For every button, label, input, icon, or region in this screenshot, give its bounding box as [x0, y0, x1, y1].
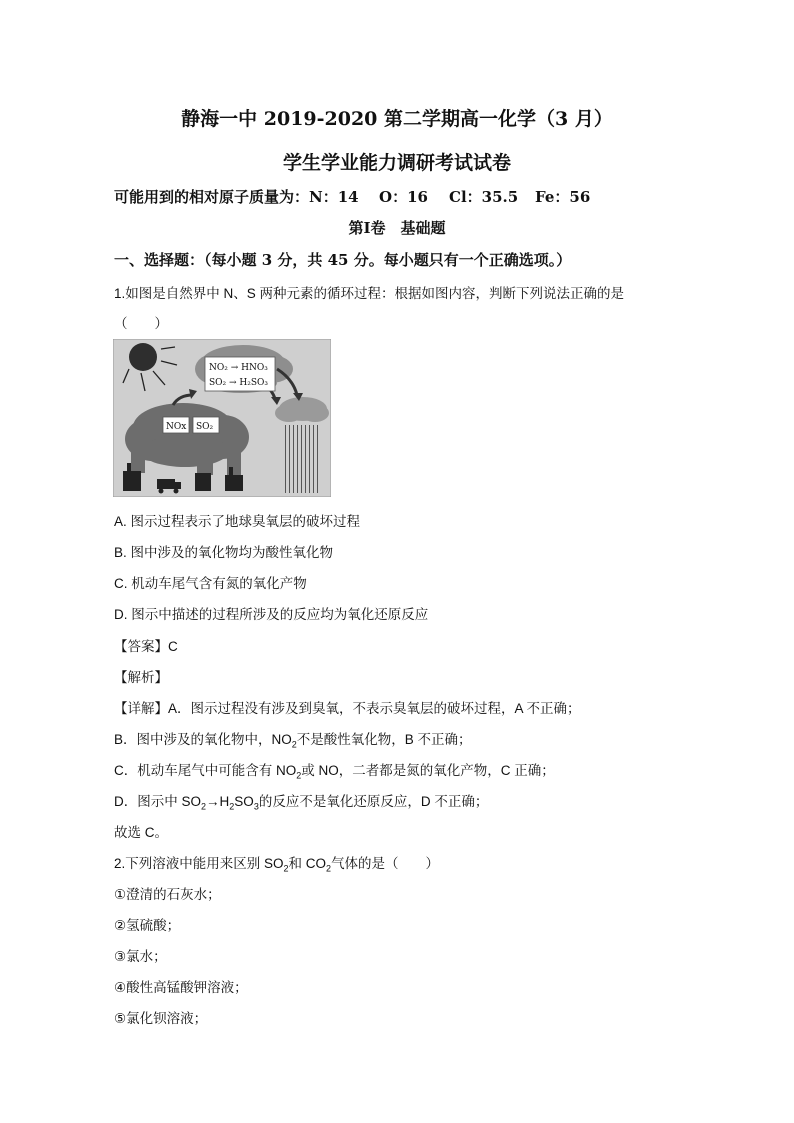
atomic-masses-label: 可能用到的相对原子质量为：	[114, 188, 310, 206]
q2-stem-part2: 和 CO	[288, 856, 327, 871]
exam-subtitle: 学生学业能力调研考试试卷	[282, 152, 511, 174]
q1-conclusion: 故选 C。	[114, 825, 168, 840]
detail-d-part3: SO	[234, 794, 254, 809]
building-icon	[195, 473, 211, 491]
rain-icon	[285, 425, 318, 493]
detail-d-part2: →H	[206, 794, 230, 809]
detail-b-part2: 不是酸性氧化物，B 不正确；	[296, 732, 472, 747]
detail-b-sub1: 2	[291, 739, 297, 750]
q2-stem	[114, 852, 439, 872]
detail-d-sub1: 2	[201, 801, 207, 812]
q2-stem-sub1: 2	[283, 863, 289, 874]
q2-item-1: ①澄清的石灰水；	[114, 887, 221, 902]
nitrogen-sulfur-cycle-figure	[113, 339, 331, 497]
detail-d-sub2: 2	[229, 801, 235, 812]
section-heading: 一、选择题：（每小题 3 分，共 45 分。每小题只有一个正确选项。）	[114, 251, 572, 269]
cycle-illustration	[113, 339, 331, 497]
answer-value: C	[168, 639, 178, 654]
atomic-mass-fe: Fe：56	[535, 188, 591, 206]
detail-a-text: A．图示过程没有涉及到臭氧，不表示臭氧层的破坏过程，A 不正确；	[168, 701, 581, 716]
q1-detail-b	[114, 728, 472, 748]
detail-c-part1: C．机动车尾气中可能含有 NO	[114, 763, 297, 778]
atomic-mass-cl: Cl：35.5	[449, 188, 519, 206]
q2-item-5: ⑤氯化钡溶液；	[114, 1011, 208, 1026]
figure-label-nitrogen: NO₂ → HNO₃	[209, 363, 268, 373]
figure-label-so2: SO₂	[196, 422, 214, 432]
analysis-label: 【解析】	[114, 670, 168, 685]
detail-d-part4: 的反应不是氧化还原反应，D 不正确；	[258, 794, 489, 809]
q1-option-b: B. 图中涉及的氧化物均为酸性氧化物	[114, 545, 334, 560]
power-plant-icon	[225, 475, 243, 491]
q1-stem: 1.如图是自然界中 N、S 两种元素的循环过程：根据如图内容，判断下列说法正确的是	[114, 286, 625, 301]
detail-d-sub3: 3	[253, 801, 259, 812]
q2-stem-part3: 气体的是（ ）	[331, 856, 440, 871]
q1-option-d: D. 图示中描述的过程所涉及的反应均为氧化还原反应	[114, 607, 429, 622]
q1-answer	[114, 635, 178, 655]
truck-icon	[157, 479, 175, 489]
q1-paren: （ ）	[114, 316, 168, 331]
atomic-mass-o: O：16	[379, 188, 428, 206]
detail-label: 【详解】	[114, 701, 168, 716]
q1-detail-c	[114, 759, 555, 779]
q1-detail-d	[114, 790, 488, 810]
detail-b-part1: B．图中涉及的氧化物中，NO	[114, 732, 292, 747]
figure-label-nox: NOx	[166, 422, 187, 432]
q1-option-c: C. 机动车尾气含有氮的氧化产物	[114, 576, 307, 591]
atomic-masses	[114, 186, 590, 207]
q2-item-3: ③氯水；	[114, 949, 167, 964]
answer-label: 【答案】	[114, 639, 168, 654]
detail-d-part1: D．图示中 SO	[114, 794, 202, 809]
q1-detail-a	[114, 697, 581, 717]
part1-heading: 第Ⅰ卷 基础题	[348, 219, 446, 237]
q2-item-2: ②氢硫酸；	[114, 918, 181, 933]
q2-item-4: ④酸性高锰酸钾溶液；	[114, 980, 248, 995]
exam-title: 静海一中 2019-2020 第二学期高一化学（3 月）	[181, 108, 613, 130]
q2-stem-part1: 2.下列溶液中能用来区别 SO	[114, 856, 284, 871]
q1-option-a: A. 图示过程表示了地球臭氧层的破坏过程	[114, 514, 361, 529]
detail-c-part2: 或 NO，二者都是氮的氧化产物，C 正确；	[301, 763, 555, 778]
detail-c-sub1: 2	[296, 770, 302, 781]
figure-label-sulfur: SO₂ → H₂SO₃	[209, 378, 269, 388]
factory-icon	[123, 471, 141, 491]
q2-stem-sub2: 2	[326, 863, 332, 874]
sun-icon	[129, 343, 157, 371]
atomic-mass-n: N：14	[309, 188, 359, 206]
